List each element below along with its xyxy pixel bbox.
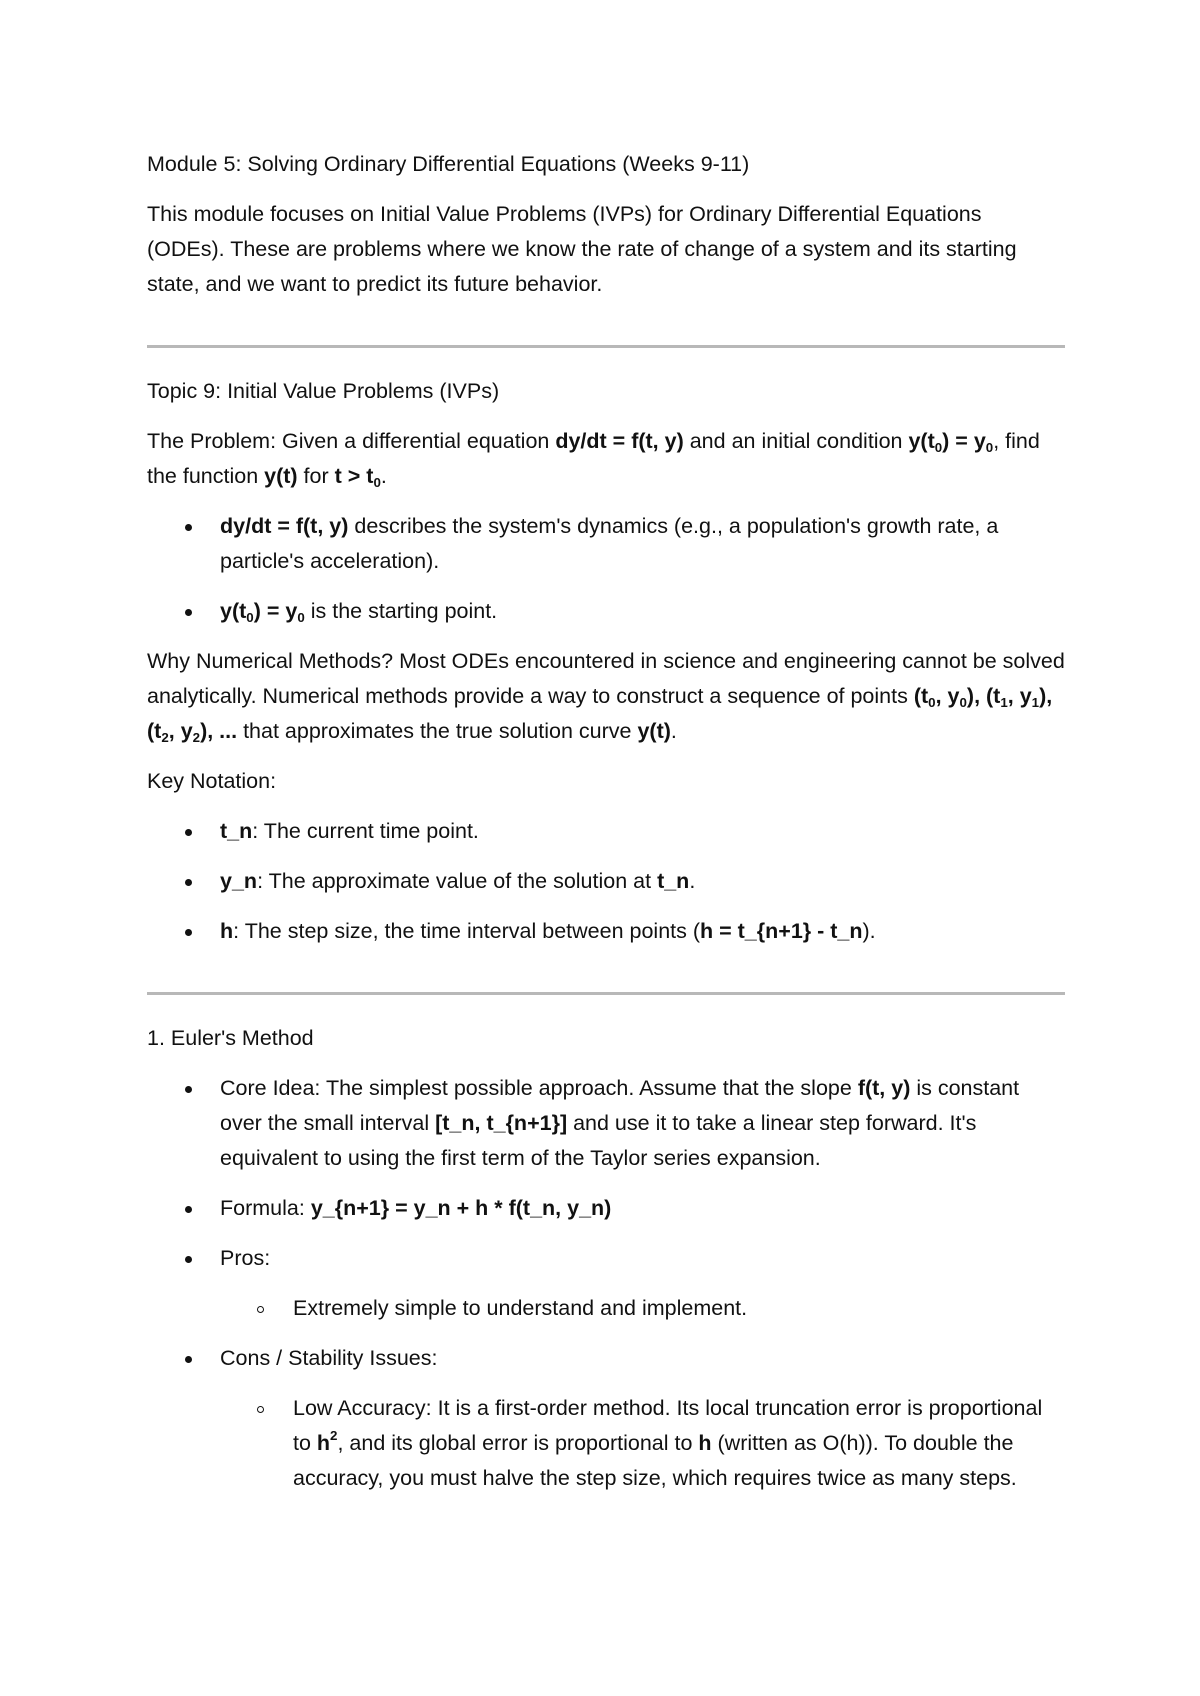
sub-list-item: Extremely simple to understand and implement.	[220, 1291, 1065, 1326]
list-item: dy/dt = f(t, y) describes the system's dynamics (e.g., a population's growth rate, a particle's acceleration).	[147, 509, 1065, 579]
list-item: h: The step size, the time interval between points (h = t_{n+1} - t_n).	[147, 914, 1065, 949]
euler-heading: 1. Euler's Method	[147, 1026, 314, 1050]
document-content	[147, 147, 1065, 1511]
module-intro: This module focuses on Initial Value Problems (IVPs) for Ordinary Differential Equations (ODEs). These are problems where we know the rate of change of a system and its starting state, and we want to predict its future behavior.	[147, 202, 1017, 296]
key-notation-heading: Key Notation:	[147, 769, 277, 793]
list-item: y_n: The approximate value of the solution at t_n.	[147, 864, 1065, 899]
pros-sublist	[220, 1291, 1065, 1326]
problem-statement: The Problem: Given a differential equation dy/dt = f(t, y) and an initial condition $y(t_0) = y_0$, find the function y(t) for $t > t_0$.	[147, 429, 1040, 490]
list-item: t_n: The current time point.	[147, 814, 1065, 849]
cons-sublist	[220, 1391, 1065, 1496]
why-numerical-methods: Why Numerical Methods? Most ODEs encountered in science and engineering cannot be solved analytically. Numerical methods provide a way to construct a sequence of points ($t_0$, $y_0$), ($t_1$, $y_1$), ($t_2$, $y_2$), ... that approximates the true solution curve y(t).	[147, 649, 1065, 745]
list-item: Formula: y_{n+1} = y_n + h * f(t_n, y_n)	[147, 1191, 1065, 1226]
list-item: $y(t_0) = y_0$ is the starting point.	[147, 594, 1065, 629]
topic-heading: Topic 9: Initial Value Problems (IVPs)	[147, 379, 500, 403]
list-item: Cons / Stability Issues: Low Accuracy: It is a first-order method. Its local truncation error is proportional to $h^2$, and its global error is proportional to h (written as O(h)). To double the accuracy, you must halve the step size, which requires twice as many steps.	[147, 1341, 1065, 1496]
module-title: Module 5: Solving Ordinary Differential Equations (Weeks 9-11)	[147, 152, 750, 176]
sub-list-item: Low Accuracy: It is a first-order method. Its local truncation error is proportional to $h^2$, and its global error is proportional to h (written as O(h)). To double the accuracy, you must halve the step size, which requires twice as many steps.	[220, 1391, 1065, 1496]
key-notation-list	[147, 814, 1065, 949]
euler-list	[147, 1071, 1065, 1496]
problem-bullets	[147, 509, 1065, 629]
list-item: Core Idea: The simplest possible approach. Assume that the slope f(t, y) is constant over the small interval [t_n, t_{n+1}] and use it to take a linear step forward. It's equivalent to using the first term of the Taylor series expansion.	[147, 1071, 1065, 1176]
list-item: Pros: Extremely simple to understand and implement.	[147, 1241, 1065, 1326]
